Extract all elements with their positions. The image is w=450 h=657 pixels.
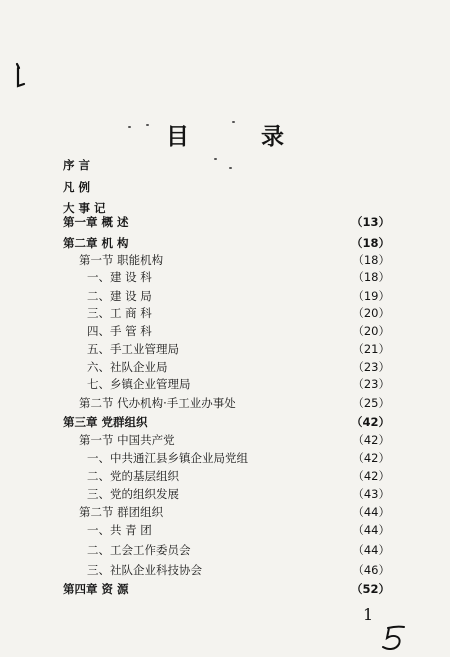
toc-page-number: （25） — [352, 396, 390, 410]
dot-leader — [182, 340, 349, 358]
dot-leader — [182, 485, 349, 503]
dot-leader — [166, 503, 349, 521]
toc-entry — [87, 287, 390, 305]
toc-entry — [87, 449, 390, 467]
dot-leader — [132, 580, 348, 598]
toc-entry — [87, 322, 390, 340]
toc-entry — [63, 580, 390, 598]
toc-page-number: （42） — [350, 415, 390, 429]
toc-entry-label: 大 事 记 — [63, 201, 106, 215]
dot-leader — [155, 268, 350, 286]
toc-entry — [63, 178, 183, 196]
toc-entry-label: 三、工 商 科 — [87, 306, 152, 320]
dot-leader — [194, 541, 350, 559]
toc-entry — [87, 358, 390, 376]
dot-leader — [132, 213, 348, 231]
toc-entry — [87, 340, 390, 358]
toc-entry-label: 四、手 管 科 — [87, 324, 152, 338]
toc-entry-label: 二、工会工作委员会 — [87, 543, 191, 557]
toc-entry — [87, 541, 390, 559]
toc-entry — [79, 251, 390, 269]
toc-entry — [87, 375, 390, 393]
toc-entry-label: 五、手工业管理局 — [87, 342, 179, 356]
dot-leader — [239, 394, 350, 412]
dot-leader — [251, 449, 349, 467]
toc-page-number: （23） — [352, 377, 390, 391]
dot-leader — [178, 431, 350, 449]
toc-entry — [79, 394, 390, 412]
toc-entry-label: 第一节 中国共产党 — [79, 433, 175, 447]
toc-page-number: （52） — [350, 582, 390, 596]
toc-page-number: （13） — [350, 215, 390, 229]
toc-page-number: （42） — [352, 451, 390, 465]
toc-entry-label: 二、建 设 局 — [87, 289, 152, 303]
dot-leader — [151, 413, 348, 431]
toc-entry-label: 第三章 党群组织 — [63, 415, 148, 429]
toc-page-number: （18） — [350, 236, 390, 250]
toc-entry — [87, 521, 390, 539]
dot-leader — [182, 467, 349, 485]
dot-leader — [132, 234, 348, 252]
toc-entry-label: 三、社队企业科技协会 — [87, 563, 202, 577]
toc-entry-label: 序 言 — [63, 158, 91, 172]
dot-leader — [166, 251, 349, 269]
toc-entry-label: 一、中共通江县乡镇企业局党组 — [87, 451, 248, 465]
toc-entry — [87, 304, 390, 322]
toc-page-number: （21） — [352, 342, 390, 356]
toc-entry-label: 一、建 设 科 — [87, 270, 152, 284]
toc-entry — [79, 431, 390, 449]
toc-entry-label: 凡 例 — [63, 180, 91, 194]
toc-page-number: （23） — [352, 360, 390, 374]
toc-entry — [87, 467, 390, 485]
toc-entry-label: 六、社队企业局 — [87, 360, 168, 374]
toc-page-number: （18） — [352, 253, 390, 267]
toc-page-number: （42） — [352, 433, 390, 447]
toc-entry — [79, 503, 390, 521]
toc-entry-label: 第二节 代办机构·手工业办事处 — [79, 396, 236, 410]
toc-entry-label: 第二节 群团组织 — [79, 505, 164, 519]
toc-page-number: （42） — [352, 469, 390, 483]
toc-entry-label: 第四章 资 源 — [63, 582, 129, 596]
toc-entry — [63, 413, 390, 431]
toc-page-number: （44） — [352, 543, 390, 557]
toc-entry — [63, 234, 390, 252]
toc-entry-label: 七、乡镇企业管理局 — [87, 377, 191, 391]
toc-page-number: （18） — [352, 270, 390, 284]
toc-entry-label: 第一节 职能机构 — [79, 253, 164, 267]
toc-entry — [87, 561, 390, 579]
toc-entry-label: 二、党的基层组织 — [87, 469, 179, 483]
toc-entry — [87, 485, 390, 503]
toc-page-number: （44） — [352, 523, 390, 537]
toc-page-number: （19） — [352, 289, 390, 303]
toc-page-number: （43） — [352, 487, 390, 501]
handwritten-mark — [378, 623, 412, 653]
dot-leader — [155, 304, 350, 322]
toc-entry-label: 第二章 机 构 — [63, 236, 129, 250]
dot-leader — [205, 561, 349, 579]
page-number: 1 — [363, 605, 374, 624]
toc-page-number: （20） — [352, 306, 390, 320]
dot-leader — [194, 375, 350, 393]
dot-leader — [155, 287, 350, 305]
toc-page-number: （44） — [352, 505, 390, 519]
dot-leader — [155, 521, 350, 539]
dot-leader — [155, 322, 350, 340]
toc-entry — [63, 213, 390, 231]
toc-entry-label: 第一章 概 述 — [63, 215, 129, 229]
dot-leader — [171, 358, 350, 376]
page-title: 目 录 — [165, 123, 316, 150]
toc-entry-label: 一、共 青 团 — [87, 523, 152, 537]
toc-entry — [87, 268, 390, 286]
toc-entry-label: 三、党的组织发展 — [87, 487, 179, 501]
toc-page-number: （20） — [352, 324, 390, 338]
toc-page-number: （46） — [352, 563, 390, 577]
toc-entry — [63, 156, 183, 174]
